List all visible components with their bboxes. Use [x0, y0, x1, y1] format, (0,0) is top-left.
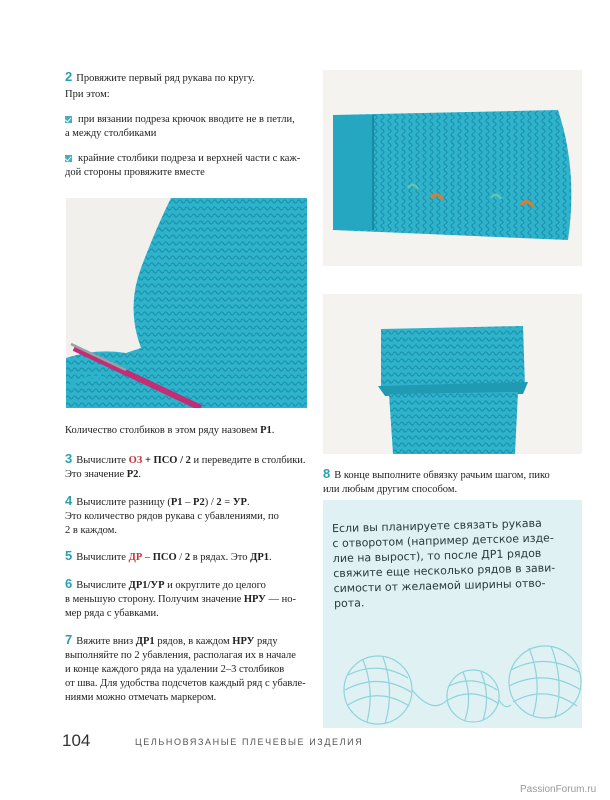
step-3: 3 Вычислите ОЗ + ПСО / 2 и переведите в столбики. Это значение Р2. [65, 451, 306, 480]
crochet-photo-illustration [323, 294, 582, 454]
crochet-photo-illustration [323, 70, 582, 266]
step-4: 4 Вычислите разницу (Р1 – Р2) / 2 = УР. Это количество рядов рукава с убавлениями, по 2 в каждом. [65, 493, 279, 536]
step-6: 6 Вычислите ДР1/УР и округлите до целого в меньшую сторону. Получим значение НРУ — но- мер ряда с убавками. [65, 576, 297, 619]
step-5: 5 Вычислите ДР – ПСО / 2 в рядах. Это ДР1. [65, 548, 272, 563]
section-title: ЦЕЛЬНОВЯЗАНЫЕ ПЛЕЧЕВЫЕ ИЗДЕЛИЯ [135, 737, 364, 747]
step-intro: При этом: [65, 89, 110, 100]
bullet-item-cont: а между столбиками [65, 128, 157, 139]
check-icon [65, 155, 72, 162]
note-box [323, 500, 582, 728]
crochet-photo-illustration [66, 198, 307, 408]
photo-sleeve-opening [66, 198, 307, 408]
note-text: Если вы планируете связать рукава с отворотом (например детское изде- лие на вырост), то после ДР1 рядов свяжите еще несколько рядов в зави- симости от желаемой ширины отво- рота. [331, 516, 556, 611]
bullet-item: крайние столбики подреза и верхней части с каж- [65, 152, 315, 166]
photo-sleeve-cuff [323, 294, 582, 454]
step-7: 7 Вяжите вниз ДР1 рядов, в каждом НРУ ряду выполняйте по 2 убавления, располагая их в начале и конце каждого ряда на удалении 2–3 столбиков от шва. Для удобства подсчетов каждый ряд с убавле- ниями можно отмечать маркером. [65, 632, 306, 703]
page-number: 104 [62, 731, 91, 750]
bullet-item-cont: дой стороны провяжите вместе [65, 167, 205, 178]
count-paragraph: Количество столбиков в этом ряду назовем Р1. [65, 425, 275, 436]
step-8: 8 В конце выполните обвязку рачьим шагом, пико или любым другим способом. [323, 466, 550, 495]
step-number: 2 [65, 69, 73, 84]
term-p1: Р1 [260, 425, 272, 436]
step-text: Провяжите первый ряд рукава по кругу. [76, 73, 255, 84]
step-2 [65, 70, 315, 180]
check-icon [65, 116, 72, 123]
photo-sleeve-markers [323, 70, 582, 266]
bullet-item: при вязании подреза крючок вводите не в петли, [65, 113, 315, 127]
watermark: PassionForum.ru [520, 784, 597, 795]
